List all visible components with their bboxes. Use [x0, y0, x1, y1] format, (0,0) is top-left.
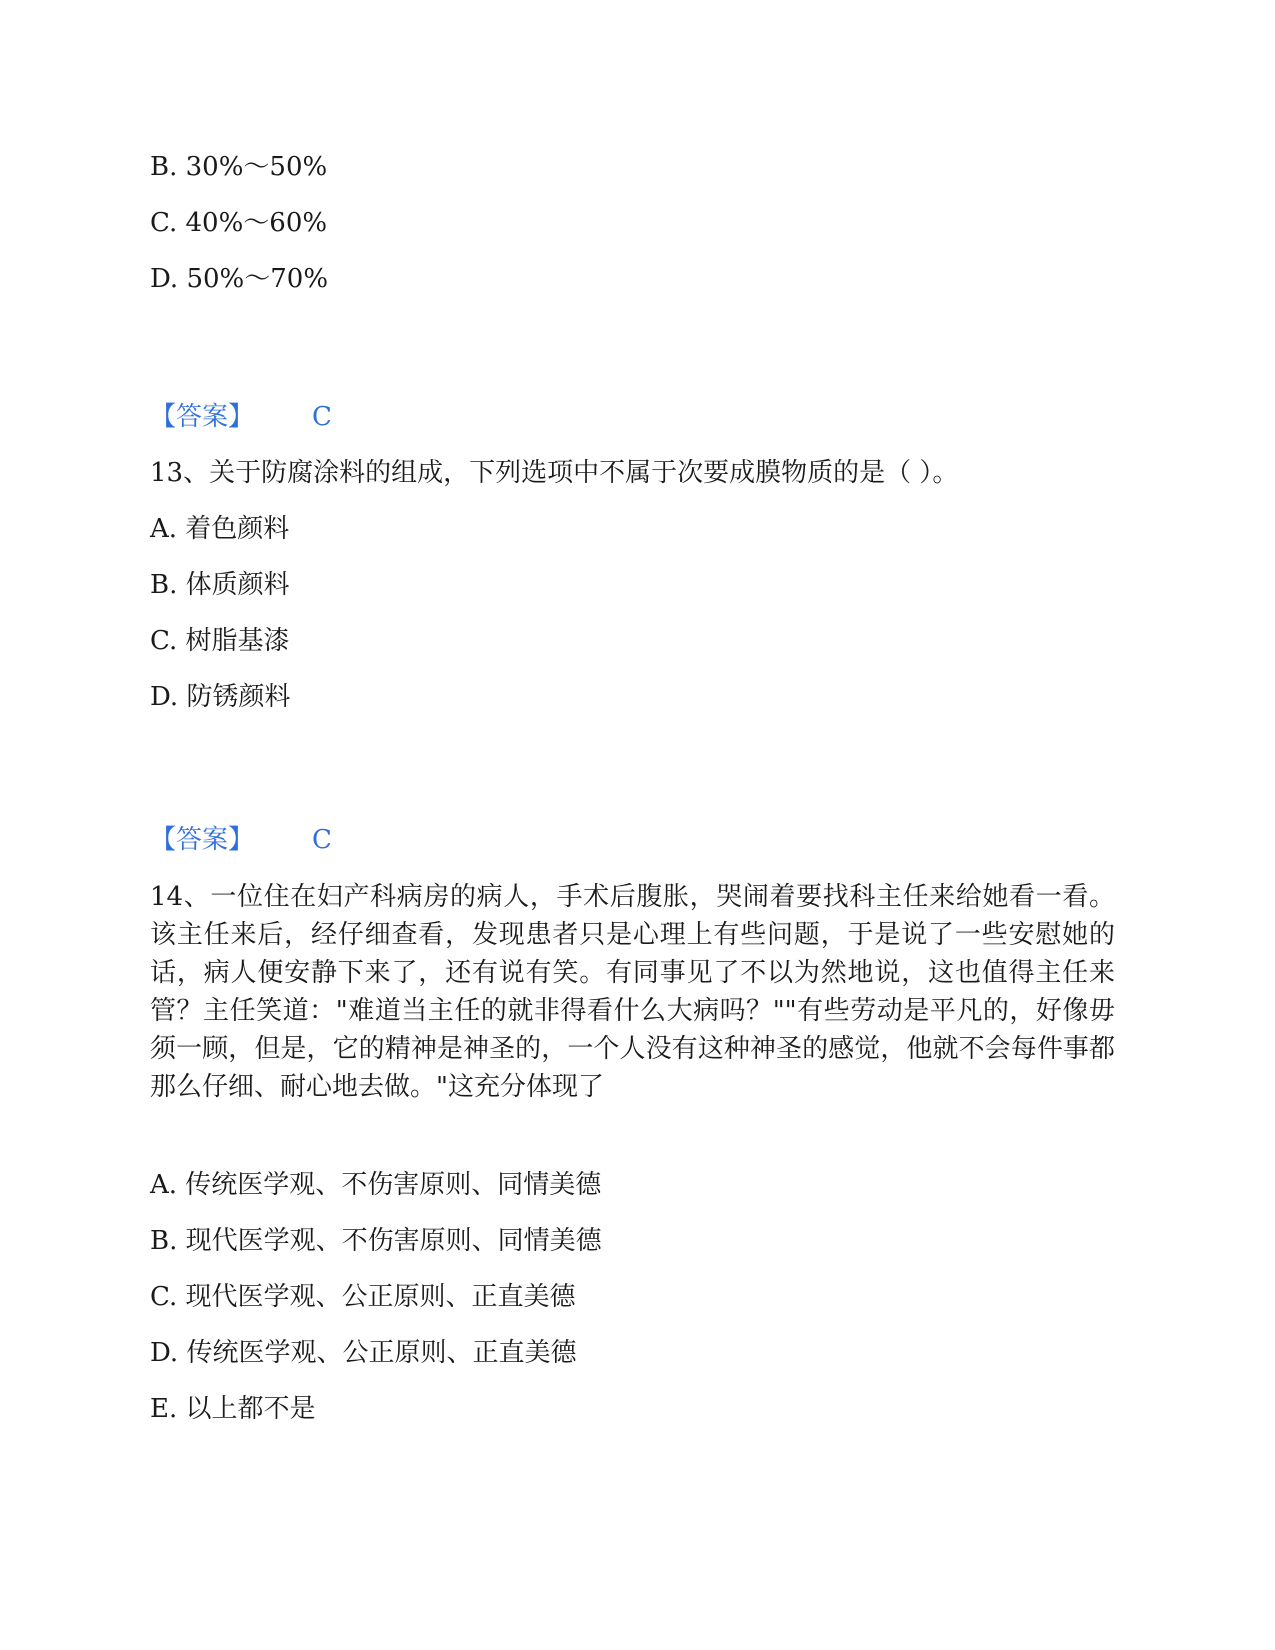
option-b: B. 30%～50% — [150, 152, 328, 182]
answer-row — [150, 825, 332, 855]
option-b: B. 体质颜料 — [150, 570, 290, 600]
answer-label: 【答案】 — [150, 402, 255, 432]
option-d: D. 50%～70% — [150, 264, 329, 294]
question-stem: 14、一位住在妇产科病房的病人，手术后腹胀，哭闹着要找科主任来给她看一看。该主任来后，经仔细查看，发现患者只是心理上有些问题，于是说了一些安慰她的话，病人便安静下来了，还有说有笑。有同事见了不以为然地说，这也值得主任来管？主任笑道："难道当主任的就非得看什么大病吗？""有些劳动是平凡的，好像毋须一顾，但是，它的精神是神圣的，一个人没有这种神圣的感觉，他就不会每件事都那么仔细、耐心地去做。"这充分体现了 — [150, 882, 1115, 1102]
option-a: A. 传统医学观、不伤害原则、同情美德 — [150, 1170, 602, 1200]
option-b: B. 现代医学观、不伤害原则、同情美德 — [150, 1226, 602, 1256]
option-d: D. 防锈颜料 — [150, 682, 291, 712]
option-a: A. 着色颜料 — [150, 514, 290, 544]
question-stem: 13、关于防腐涂料的组成，下列选项中不属于次要成膜物质的是（ ）。 — [150, 458, 959, 488]
option-c: C. 现代医学观、公正原则、正直美德 — [150, 1282, 576, 1312]
option-c: C. 树脂基漆 — [150, 626, 290, 656]
option-e: E. 以上都不是 — [150, 1394, 316, 1424]
option-d: D. 传统医学观、公正原则、正直美德 — [150, 1338, 577, 1368]
answer-label: 【答案】 — [150, 825, 255, 855]
answer-row — [150, 402, 332, 432]
answer-value: C — [312, 402, 332, 432]
answer-value: C — [312, 825, 332, 855]
option-c: C. 40%～60% — [150, 208, 328, 238]
